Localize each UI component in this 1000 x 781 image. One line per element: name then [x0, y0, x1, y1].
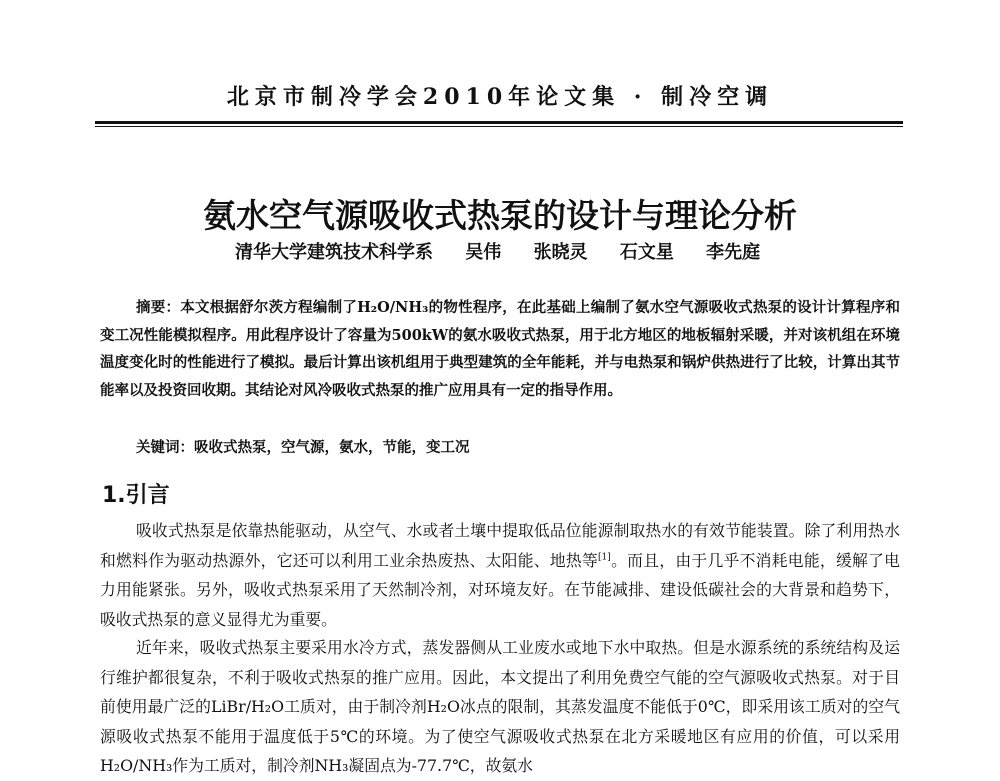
header-rule-thick	[95, 121, 903, 124]
paper-title: 氨水空气源吸收式热泵的设计与理论分析	[203, 196, 797, 235]
running-header: 北京市制冷学会2010年论文集 · 制冷空调	[226, 84, 774, 110]
author-line	[235, 238, 786, 264]
abstract-label: 摘要：	[136, 299, 181, 316]
author-name: 张晓灵	[533, 242, 588, 263]
body-paragraph	[100, 516, 900, 634]
author-name: 李先庭	[706, 242, 761, 263]
keywords-text: 吸收式热泵，空气源，氨水，节能，变工况	[194, 439, 470, 456]
author-name: 石文星	[619, 242, 674, 263]
section-heading: 1.引言	[102, 483, 170, 508]
citation-ref: [1]	[598, 552, 611, 563]
abstract	[100, 294, 900, 404]
author-name: 吴伟	[465, 242, 502, 263]
affiliation: 清华大学建筑技术科学系	[235, 242, 433, 263]
paragraph-text: 。而且，由于几乎不消耗电能，缓解了电力用能紧张。另外，吸收式热泵采用了天然制冷剂，对环境友好。在节能减排、建设低碳社会的大背景和趋势下，吸收式热泵的意义显得尤为重要。	[100, 550, 900, 629]
abstract-text: 本文根据舒尔茨方程编制了H₂O/NH₃的物性程序，在此基础上编制了氨水空气源吸收式热泵的设计计算程序和变工况性能模拟程序。用此程序设计了容量为500kW的氨水吸收式热泵，用于北方地区的地板辐射采暖，并对该机组在环境温度变化时的性能进行了模拟。最后计算出该机组用于典型建筑的全年能耗，并与电热泵和锅炉供热进行了比较，计算出其节能率以及投资回收期。其结论对风冷吸收式热泵的推广应用具有一定的指导作用。	[100, 299, 900, 399]
paragraph-text: 吸收式热泵是依靠热能驱动，从空气、水或者土壤中提取低品位能源制取热水的有效节能装置。除了利用热水和燃料作为驱动热源外，它还可以利用工业余热废热、太阳能、地热等	[100, 521, 900, 570]
keywords	[136, 436, 470, 457]
keywords-label: 关键词：	[136, 439, 194, 456]
body-paragraph: 近年来，吸收式热泵主要采用水冷方式，蒸发器侧从工业废水或地下水中取热。但是水源系统的系统结构及运行维护都很复杂，不利于吸收式热泵的推广应用。因此，本文提出了利用免费空气能的空气源吸收式热泵。对于目前使用最广泛的LiBr/H₂O工质对，由于制冷剂H₂O冰点的限制，其蒸发温度不能低于0℃，即采用该工质对的空气源吸收式热泵不能用于温度低于5℃的环境。为了使空气源吸收式热泵在北方采暖地区有应用的价值，可以采用H₂O/NH₃作为工质对，制冷剂NH₃凝固点为-77.7℃，故氨水	[100, 638, 900, 775]
header-rule-thin	[95, 126, 903, 127]
